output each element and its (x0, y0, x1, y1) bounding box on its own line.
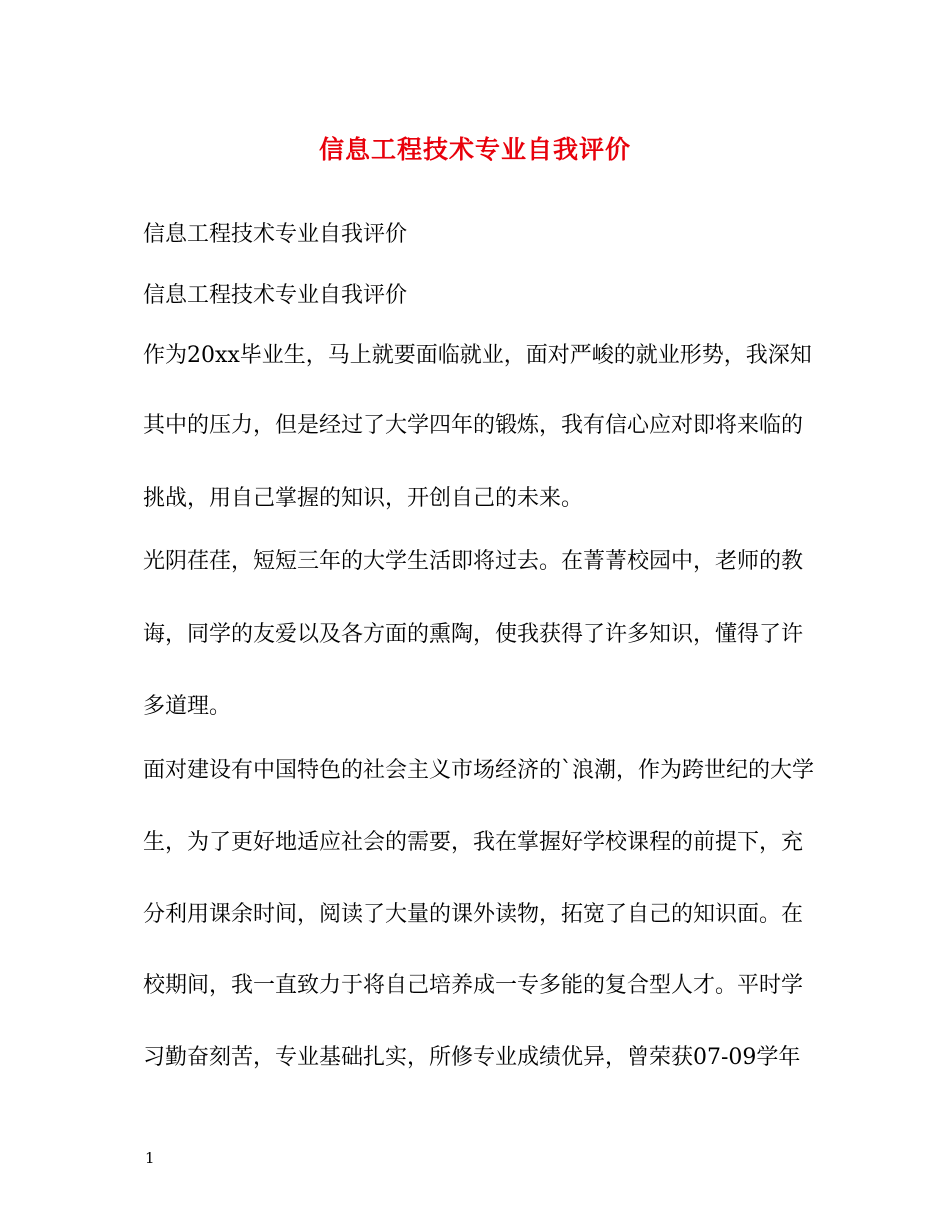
body-line-6: 光阴荏荏，短短三年的大学生活即将过去。在菁菁校园中，老师的教 (143, 549, 804, 574)
document-title: 信息工程技术专业自我评价 (318, 135, 631, 164)
page-number: 1 (145, 1149, 155, 1167)
body-line-5: 挑战，用自己掌握的知识，开创自己的未来。 (143, 486, 584, 511)
body-line-2: 信息工程技术专业自我评价 (143, 283, 408, 308)
body-line-1: 信息工程技术专业自我评价 (143, 222, 408, 247)
body-line-7: 诲，同学的友爱以及各方面的熏陶，使我获得了许多知识，懂得了许 (143, 622, 804, 647)
body-line-4: 其中的压力，但是经过了大学四年的锻炼，我有信心应对即将来临的 (143, 413, 804, 438)
body-line-12: 校期间，我一直致力于将自己培养成一专多能的复合型人才。平时学 (143, 973, 804, 998)
body-line-9: 面对建设有中国特色的社会主义市场经济的`浪潮，作为跨世纪的大学 (143, 758, 815, 783)
body-line-13: 习勤奋刻苦，专业基础扎实，所修专业成绩优异，曾荣获07-09学年 (143, 1045, 801, 1070)
body-line-3: 作为20xx毕业生，马上就要面临就业，面对严峻的就业形势，我深知 (143, 343, 812, 368)
body-line-8: 多道理。 (143, 694, 232, 719)
body-line-10: 生，为了更好地适应社会的需要，我在掌握好学校课程的前提下，充 (143, 830, 804, 855)
body-line-11: 分利用课余时间，阅读了大量的课外读物，拓宽了自己的知识面。在 (143, 902, 804, 927)
